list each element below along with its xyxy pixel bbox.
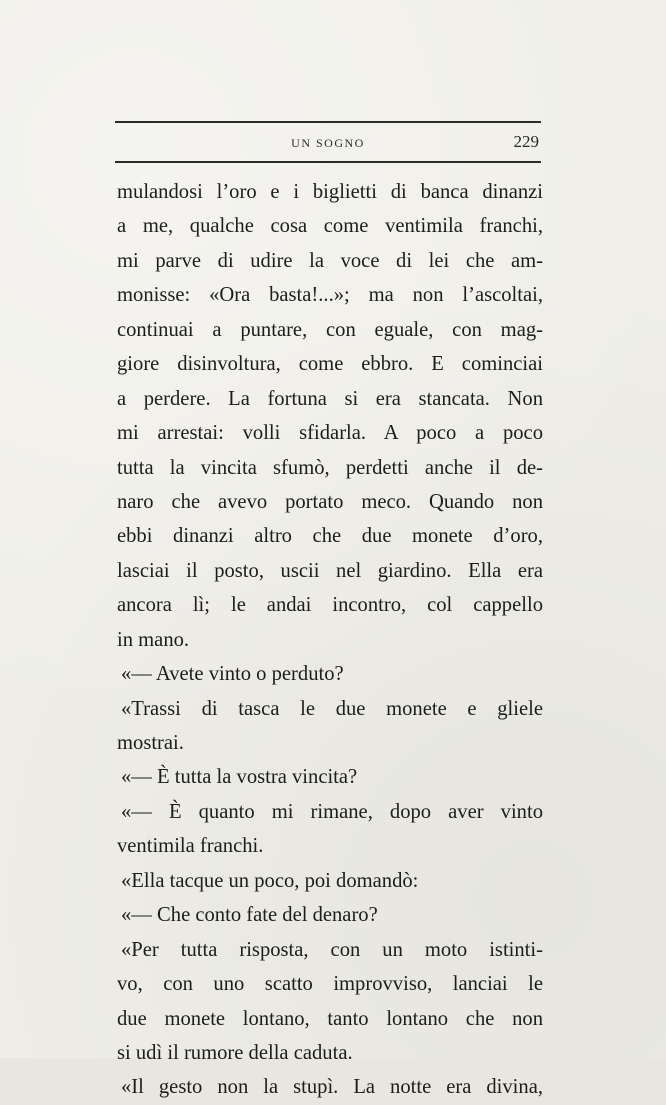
header-bottom-rule [115, 161, 541, 163]
text-line: mulandosi l’oro e i biglietti di banca dinanzi [117, 181, 543, 203]
text-line: «— Avete vinto o perduto? [121, 663, 344, 686]
header-top-rule [115, 121, 541, 123]
running-title: UN SOGNO [291, 136, 365, 150]
text-line: «Trassi di tasca le due monete e gliele [121, 697, 543, 720]
text-line: continuai a puntare, con eguale, con mag- [117, 318, 543, 341]
text-line: due monete lontano, tanto lontano che non [117, 1007, 543, 1030]
text-line: mi arrestai: volli sfidarla. A poco a poco [117, 422, 543, 445]
page-number: 229 [513, 132, 539, 151]
text-line: «— Che conto fate del denaro? [121, 904, 378, 927]
text-line: monisse: «Ora basta!...»; ma non l’ascoltai, [117, 284, 543, 307]
text-line: lasciai il posto, uscii nel giardino. Ella era [117, 559, 543, 582]
text-line: in mano. [117, 628, 190, 651]
text-line: naro che avevo portato meco. Quando non [117, 490, 543, 513]
text-line: ebbi dinanzi altro che due monete d’oro, [117, 525, 543, 548]
text-line: giore disinvoltura, come ebbro. E cominciai [117, 353, 543, 376]
text-line: tutta la vincita sfumò, perdetti anche il de- [117, 456, 543, 479]
body-text [117, 175, 543, 1105]
page-header [115, 121, 541, 165]
text-line: a perdere. La fortuna si era stancata. Non [117, 387, 543, 410]
text-line: mostrai. [117, 732, 184, 754]
text-line: vo, con uno scatto improvviso, lanciai le [117, 973, 543, 996]
text-line: ancora lì; le andai incontro, col cappello [117, 594, 543, 617]
text-line: a me, qualche cosa come ventimila franchi, [117, 215, 543, 238]
text-line: si udì il rumore della caduta. [117, 1041, 353, 1064]
text-line: «Il gesto non la stupì. La notte era divina, [121, 1076, 543, 1099]
text-line: «— È quanto mi rimane, dopo aver vinto [121, 800, 543, 823]
text-line: mi parve di udire la voce di lei che am- [117, 249, 543, 272]
text-line: «— È tutta la vostra vincita? [121, 766, 358, 789]
text-line: «Per tutta risposta, con un moto istinti- [121, 938, 543, 961]
text-line: ventimila franchi. [117, 835, 264, 858]
text-line: «Ella tacque un poco, poi domandò: [121, 869, 419, 892]
